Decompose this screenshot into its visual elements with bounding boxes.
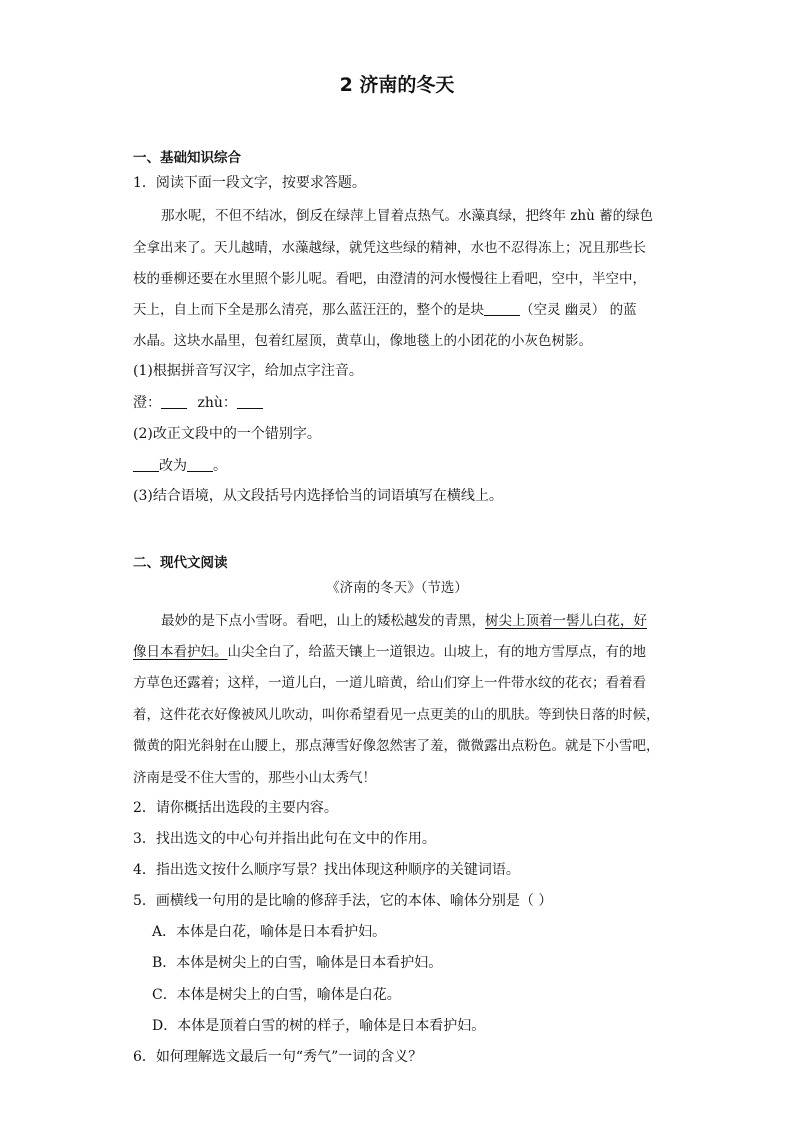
fill-line-2 [133, 455, 227, 475]
passage-line [133, 609, 647, 629]
fill-line-1 [133, 392, 263, 412]
answer-blank[interactable] [133, 457, 159, 472]
passage-line: 水晶。这块水晶里，包着红屋顶，黄草山，像地毯上的小团花的小灰色树影。 [133, 333, 592, 349]
fill-label: 改为 [159, 458, 187, 474]
sub-question-1: (1)根据拼音写汉字，给加点字注音。 [133, 363, 363, 379]
page-title: 2 济南的冬天 [339, 74, 455, 96]
passage-line: 微黄的阳光斜射在山腰上，那点薄雪好像忽然害了羞，微微露出点粉色。就是下小雪吧， [133, 738, 660, 754]
question-3: 3．找出选文的中心句并指出此句在文中的作用。 [133, 831, 436, 847]
passage-line: 那水呢，不但不结冰，倒反在绿萍上冒着点热气。水藻真绿，把终年 zhù 蓄的绿色 [161, 208, 654, 224]
passage-line: 枝的垂柳还要在水里照个影儿呢。看吧，由澄清的河水慢慢往上看吧，空中，半空中， [133, 271, 646, 287]
passage-line [133, 640, 646, 660]
sub-question-2: (2)改正文段中的一个错别字。 [133, 426, 321, 442]
underlined-sentence: 树尖上顶着一髻儿白花，好 [485, 613, 647, 629]
passage-text: 天上，自上而下全是那么清亮，那么蓝汪汪的，整个的是块 [133, 302, 484, 318]
answer-blank[interactable] [161, 394, 187, 409]
option-a[interactable]: A．本体是白花，喻体是日本看护妇。 [152, 924, 387, 940]
option-c[interactable]: C．本体是树尖上的白雪，喻体是白花。 [152, 987, 401, 1003]
fill-label: 澄： [133, 395, 161, 411]
fill-label: 。 [213, 458, 227, 474]
section-heading-reading: 二、现代文阅读 [133, 555, 228, 571]
passage-line: 方草色还露着；这样，一道儿白，一道儿暗黄，给山们穿上一件带水纹的花衣；看着看 [133, 675, 646, 691]
passage-line: 全拿出来了。天儿越晴，水藻越绿，就凭这些绿的精神，水也不忍得冻上；况且那些长 [133, 240, 646, 256]
question-1: 1．阅读下面一段文字，按要求答题。 [133, 175, 366, 191]
answer-blank[interactable] [484, 301, 520, 316]
underlined-sentence: 像日本看护妇。 [133, 644, 228, 660]
passage-line [133, 298, 637, 318]
answer-blank[interactable] [187, 457, 213, 472]
passage-title: 《济南的冬天》（节选） [326, 580, 468, 596]
passage-text: （空灵 幽灵） 的蓝 [520, 302, 637, 318]
question-5: 5．画横线一句用的是比喻的修辞手法，它的本体、喻体分别是（ ） [133, 893, 553, 909]
question-6: 6．如何理解选文最后一句“秀气”一词的含义？ [133, 1049, 423, 1065]
sub-question-3: (3)结合语境，从文段括号内选择恰当的词语填写在横线上。 [133, 488, 503, 504]
option-d[interactable]: D．本体是顶着白雪的树的样子，喻体是日本看护妇。 [152, 1018, 486, 1034]
section-heading-basics: 一、基础知识综合 [133, 150, 241, 166]
passage-text: 最妙的是下点小雪呀。看吧，山上的矮松越发的青黑， [161, 613, 485, 629]
answer-blank[interactable] [237, 394, 263, 409]
option-b[interactable]: B．本体是树尖上的白雪，喻体是日本看护妇。 [152, 955, 443, 971]
passage-line: 济南是受不住大雪的，那些小山太秀气！ [133, 770, 376, 786]
fill-label: zhù： [197, 395, 237, 411]
question-2: 2．请你概括出选段的主要内容。 [133, 800, 338, 816]
question-4: 4．指出选文按什么顺序写景？找出体现这种顺序的关键词语。 [133, 862, 520, 878]
passage-line: 着，这件花衣好像被风儿吹动，叫你希望看见一点更美的山的肌肤。等到快日落的时候， [133, 707, 660, 723]
passage-text: 山尖全白了，给蓝天镶上一道银边。山坡上，有的地方雪厚点，有的地 [227, 644, 646, 660]
